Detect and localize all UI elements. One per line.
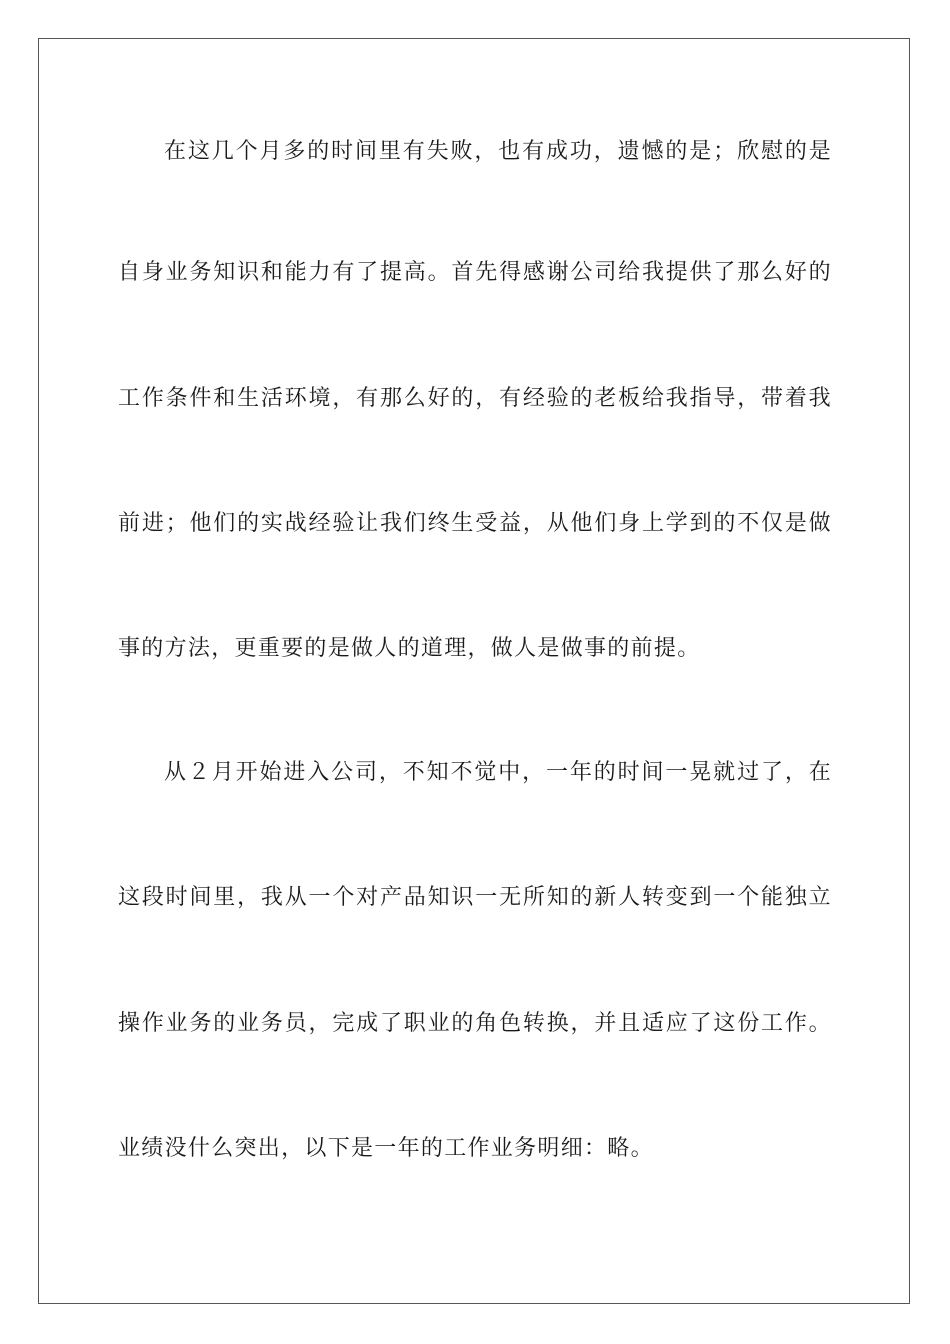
text-line: 从２月开始进入公司，不知不觉中，一年的时间一晃就过了，在 [164,760,832,785]
text-line: 自身业务知识和能力有了提高。首先得感谢公司给我提供了那么好的 [118,260,832,285]
text-line: 这段时间里，我从一个对产品知识一无所知的新人转变到一个能独立 [118,885,832,910]
text-line: 前进；他们的实战经验让我们终生受益，从他们身上学到的不仅是做 [118,511,832,536]
text-line: 事的方法，更重要的是做人的道理，做人是做事的前提。 [118,636,701,661]
text-line: 业绩没什么突出，以下是一年的工作业务明细：略。 [118,1136,654,1161]
text-line: 工作条件和生活环境，有那么好的，有经验的老板给我指导，带着我 [118,386,832,411]
text-line: 在这几个月多的时间里有失败，也有成功，遗憾的是；欣慰的是 [164,139,832,164]
text-line: 操作业务的业务员，完成了职业的角色转换，并且适应了这份工作。 [118,1011,832,1036]
page-border [38,38,910,1304]
